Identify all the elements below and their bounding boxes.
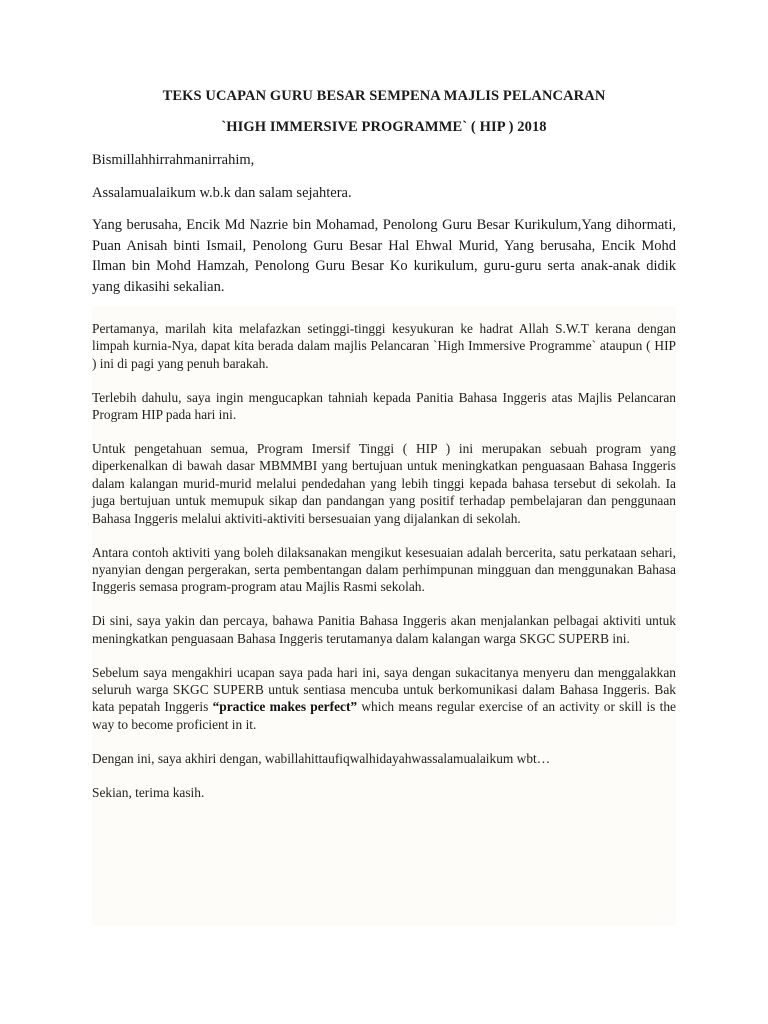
salutation-paragraph: Yang berusaha, Encik Md Nazrie bin Mohamad, Penolong Guru Besar Kurikulum,Yang dihormati, Puan Anisah binti Ismail, Penolong Guru Besar Hal Ehwal Murid, Yang berusaha, Encik Mohd Ilman bin Mohd Hamzah, Penolong Guru Besar Ko kurikulum, guru-guru serta anak-anak didik yang dikasihi sekalian. (92, 217, 676, 295)
closing-text-after: which means regular exercise of an activity or skill is the way to become proficient in it. (92, 699, 676, 732)
paragraph-5: Di sini, saya yakin dan percaya, bahawa Panitia Bahasa Inggeris akan menjalankan pelbagai aktiviti untuk meningkatkan penguasaan Bahasa Inggeris terutamanya dalam kalangan warga SKGC SUPERB ini. (92, 613, 676, 646)
proverb-bold: “practice makes perfect” (212, 699, 358, 715)
speech-body (92, 320, 676, 818)
paragraph-closing (92, 664, 676, 734)
paragraph-3: Untuk pengetahuan semua, Program Imersif Tinggi ( HIP ) ini merupakan sebuah program yang diperkenalkan di bawah dasar MBMMBI yang bertujuan untuk meningkatkan penguasaan Bahasa Inggeris dalam kalangan murid-murid melalui pendedahan yang lebih tinggi kepada bahasa tersebut di sekolah. Ia juga bertujuan untuk memupuk sikap dan pandangan yang positif terhadap pembelajaran dan penggunaan Bahasa Inggeris melalui aktiviti-aktiviti bersesuaian yang dijalankan di sekolah. (92, 441, 676, 526)
paragraph-2: Terlebih dahulu, saya ingin mengucapkan tahniah kepada Panitia Bahasa Inggeris atas Majlis Pelancaran Program HIP pada hari ini. (92, 389, 676, 423)
document-title-line-1: TEKS UCAPAN GURU BESAR SEMPENA MAJLIS PELANCARAN (162, 88, 606, 104)
paragraph-1: Pertamanya, marilah kita melafazkan setinggi-tinggi kesyukuran ke hadrat Allah S.W.T kerana dengan limpah kurnia-Nya, dapat kita berada dalam majlis Pelancaran `High Immersive Programme` ataupun ( HIP ) ini di pagi yang penuh barakah. (92, 321, 676, 371)
ending-paragraph: Dengan ini, saya akhiri dengan, wabillahittaufiqwalhidayahwassalamualaikum wbt… (92, 750, 551, 766)
greeting-bismillah: Bismillahhirrahmanirrahim, (92, 152, 255, 168)
closing-text-before: Sebelum saya mengakhiri ucapan saya pada hari ini, saya dengan sukacitanya menyeru dan menggalakkan seluruh warga SKGC SUPERB untuk sentiasa mencuba untuk berkomunikasi dalam Bahasa Inggeris. Bak kata pepatah Inggeris (92, 664, 676, 715)
sign-off: Sekian, terima kasih. (92, 784, 205, 800)
opening-section (92, 150, 676, 297)
document-title-line-2: `HIGH IMMERSIVE PROGRAMME` ( HIP ) 2018 (221, 119, 547, 135)
greeting-salam: Assalamualaikum w.b.k dan salam sejahtera. (92, 184, 352, 201)
paragraph-4: Antara contoh aktiviti yang boleh dilaksanakan mengikut kesesuaian adalah bercerita, satu perkataan sehari, nyanyian dengan pergerakan, serta pembentangan dalam perhimpunan mingguan dan menggunakan Bahasa Inggeris semasa program-program atau Majlis Rasmi sekolah. (92, 544, 676, 595)
